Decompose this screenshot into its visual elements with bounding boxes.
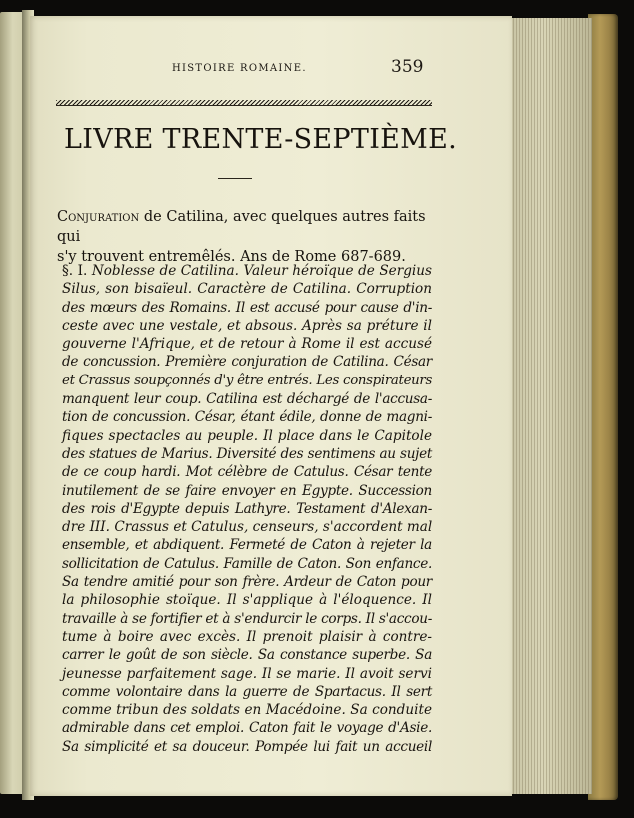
contents-line (62, 628, 432, 646)
contents-line-text: des statues de Marius. Diversité des sentimens au sujet (62, 445, 432, 462)
contents-line-text: tume à boire avec excès. Il prenoit plaisir à contre- (62, 628, 432, 645)
ornamental-rule (56, 100, 432, 106)
contents-line (62, 536, 432, 554)
contents-line-text: Sa tendre amitié pour son frère. Ardeur de Caton pour (62, 574, 432, 591)
contents-line (62, 683, 432, 701)
contents-line (62, 372, 432, 390)
contents-line (62, 317, 432, 335)
contents-line-text: dre III. Crassus et Catulus, censeurs, s'accordent mal (62, 519, 433, 536)
page-number: 359 (391, 57, 424, 77)
chapter-summary (57, 207, 433, 267)
contents-line (62, 299, 432, 317)
contents-line-text: manquent leur coup. Catilina est déchargé de l'accusa- (62, 391, 432, 408)
contents-line-text: fiques spectacles au peuple. Il place dans le Capitole (62, 427, 432, 444)
contents-line-text: de concussion. Première conjuration de Catilina. César (62, 354, 432, 371)
contents-line-text: tion de concussion. César, étant édile, donne de magni- (62, 409, 432, 426)
contents-line (62, 500, 432, 518)
contents-line-text: des rois d'Egypte depuis Lathyre. Testament d'Alexan- (62, 500, 432, 517)
contents-line-text: comme tribun des soldats en Macédoine. Sa conduite (62, 702, 432, 719)
contents-line-text: admirable dans cet emploi. Caton fait le voyage d'Asie. (62, 720, 432, 737)
contents-line (62, 335, 432, 353)
contents-line-text: gouverne l'Afrique, et de retour à Rome il est accusé (62, 336, 432, 353)
contents-line-text: jeunesse parfaitement sage. Il se marie. Il avoit servi (62, 665, 432, 682)
contents-line-text: Sa simplicité et sa douceur. Pompée lui fait un accueil (62, 738, 432, 755)
contents-line-text: ensemble, et abdiquent. Fermeté de Caton à rejeter la (62, 537, 432, 554)
section-mark: §. I. (62, 263, 92, 279)
contents-line-text: des mœurs des Romains. Il est accusé pour cause d'in- (62, 299, 432, 316)
contents-line (62, 610, 432, 628)
contents-line (62, 390, 432, 408)
contents-line (62, 646, 432, 664)
contents-line-text: Noblesse de Catilina. Valeur héroïque de Sergius (91, 263, 432, 279)
contents-line (62, 353, 432, 371)
contents-line (62, 701, 432, 719)
contents-line (62, 591, 432, 609)
contents-line (62, 408, 432, 426)
contents-line (62, 665, 432, 683)
contents-line (62, 445, 432, 463)
summary-line-2: s'y trouvent entremêlés. Ans de Rome 687-689. (57, 249, 406, 265)
summary-line-1: de Catilina, avec quelques autres faits qui (57, 209, 426, 245)
contents-line-text: travaille à se fortifier et à s'endurcir le corps. Il s'accou- (62, 610, 432, 627)
section-contents (62, 262, 432, 756)
contents-line-text: carrer le goût de son siècle. Sa constance superbe. Sa (62, 647, 432, 664)
contents-line (62, 463, 432, 481)
page-fore-edge (510, 18, 592, 794)
contents-line (62, 738, 432, 756)
contents-line (62, 262, 432, 280)
contents-line (62, 573, 432, 591)
chapter-title: LIVRE TRENTE-SEPTIÈME. (64, 124, 458, 155)
contents-line-text: sollicitation de Catulus. Famille de Caton. Son enfance. (62, 555, 432, 572)
contents-line (62, 518, 432, 536)
contents-line-text: comme volontaire dans la guerre de Spartacus. Il sert (62, 683, 432, 700)
summary-initial: Conjuration (57, 209, 140, 225)
contents-line-text: Silus, son bisaïeul. Caractère de Catilina. Corruption (62, 281, 432, 298)
contents-line-text: et Crassus soupçonnés d'y être entrés. Les conspirateurs (62, 372, 432, 388)
contents-line (62, 719, 432, 737)
contents-line (62, 427, 432, 445)
contents-line-text: inutilement de se faire envoyer en Egypte. Succession (62, 482, 432, 499)
book-cover-edge (588, 14, 618, 800)
contents-line (62, 482, 432, 500)
short-rule (218, 178, 252, 179)
contents-line-text: de ce coup hardi. Mot célèbre de Catulus. César tente (62, 464, 432, 481)
running-head: HISTOIRE ROMAINE. (172, 63, 307, 74)
contents-line-text: ceste avec une vestale, et absous. Après sa préture il (62, 317, 432, 334)
contents-line-text: la philosophie stoïque. Il s'applique à l'éloquence. Il (62, 592, 432, 609)
contents-line (62, 555, 432, 573)
contents-line (62, 280, 432, 298)
